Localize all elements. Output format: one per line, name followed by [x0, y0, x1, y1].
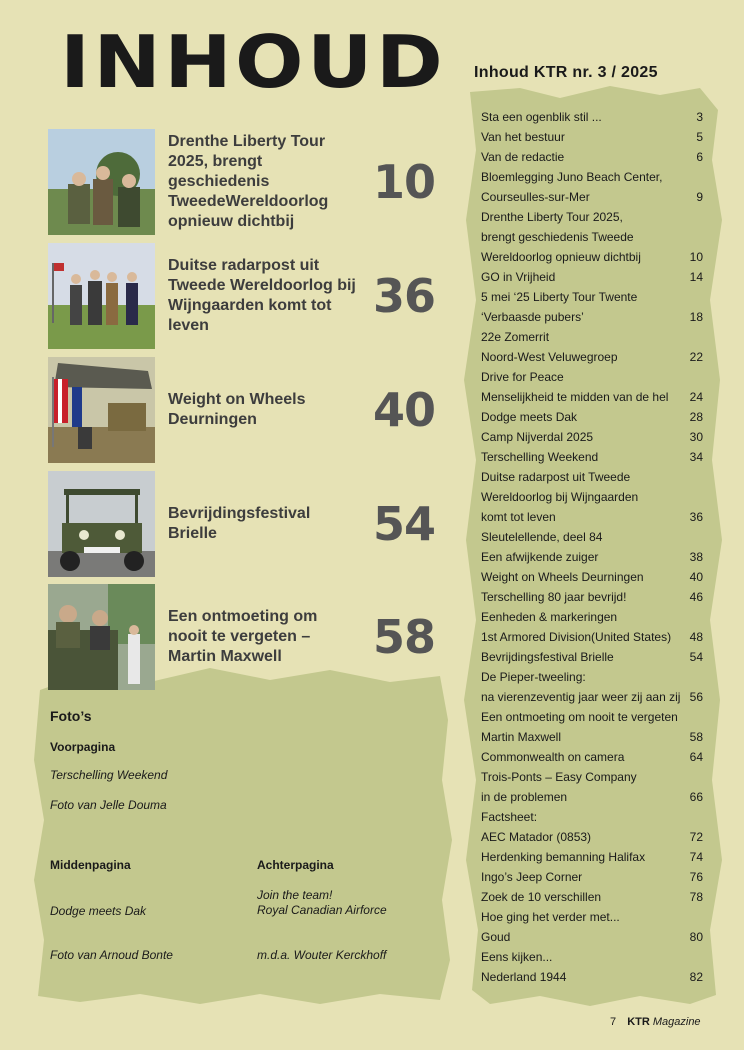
toc-item-page: 14 — [689, 270, 703, 284]
toc-item-title: Bloemlegging Juno Beach Center, — [481, 170, 663, 184]
toc-item[interactable] — [481, 187, 703, 207]
middle-page-heading: Middenpagina — [50, 858, 131, 872]
toc-item-title: 1st Armored Division(United States) — [481, 630, 672, 644]
toc-item-title: in de problemen — [481, 790, 568, 804]
toc-item-title: Martin Maxwell — [481, 730, 562, 744]
toc-item-page: 64 — [689, 750, 703, 764]
toc-item-title: Drive for Peace — [481, 370, 564, 384]
toc-item-page: 78 — [689, 890, 703, 904]
toc-item-page: 5 — [696, 130, 703, 144]
toc-item-title: Sta een ogenblik stil ... — [481, 110, 602, 124]
feature-page-number: 40 — [372, 383, 435, 437]
toc-item-title: Zoek de 10 verschillen — [481, 890, 602, 904]
toc-item-page — [687, 947, 703, 967]
issue-title: Inhoud KTR nr. 3 / 2025 — [474, 64, 658, 81]
toc-item-title: brengt geschiedenis Tweede — [481, 230, 634, 244]
toc-item[interactable] — [481, 327, 703, 347]
toc-item-page — [687, 227, 703, 247]
toc-item-page: 30 — [689, 430, 703, 444]
toc-item-page: 48 — [689, 630, 703, 644]
middle-page-photographer: Foto van Arnoud Bonte — [50, 948, 173, 962]
footer-brand: KTR — [627, 1016, 650, 1028]
camp-photo — [48, 357, 155, 463]
footer-page-number: 7 — [610, 1016, 617, 1028]
toc-item[interactable] — [481, 547, 703, 567]
feature-page-number: 36 — [372, 269, 435, 323]
convoy-photo — [48, 584, 155, 690]
toc-item[interactable] — [481, 827, 703, 847]
feature-item[interactable] — [48, 471, 448, 577]
toc-item[interactable] — [481, 227, 703, 247]
ceremony-photo — [48, 243, 155, 349]
front-page-heading: Voorpagina — [50, 740, 116, 754]
toc-item-title: Menselijkheid te midden van de hel — [481, 390, 669, 404]
front-page-caption: Terschelling Weekend — [50, 768, 168, 782]
toc-item[interactable] — [481, 727, 703, 747]
toc-item[interactable] — [481, 387, 703, 407]
toc-item[interactable] — [481, 467, 703, 487]
feature-item[interactable] — [48, 129, 448, 235]
toc-item-page: 6 — [696, 150, 703, 164]
toc-item[interactable] — [481, 487, 703, 507]
toc-item-page: 24 — [689, 390, 703, 404]
toc-item-page: 9 — [696, 190, 703, 204]
toc-item-title: Wereldoorlog bij Wijngaarden — [481, 490, 639, 504]
toc-item[interactable] — [481, 807, 703, 827]
toc-item[interactable] — [481, 287, 703, 307]
page-title: INHOUD — [60, 20, 447, 104]
toc-item-page: 3 — [696, 110, 703, 124]
toc-item[interactable] — [481, 527, 703, 547]
toc-item-title: Duitse radarpost uit Tweede — [481, 470, 631, 484]
toc-item-title: Bevrijdingsfestival Brielle — [481, 650, 614, 664]
toc-item-title: AEC Matador (0853) — [481, 830, 592, 844]
toc-item-title: Een ontmoeting om nooit te vergeten — [481, 710, 678, 724]
toc-item[interactable] — [481, 247, 703, 267]
front-page-photographer: Foto van Jelle Douma — [50, 798, 167, 812]
toc-item[interactable] — [481, 127, 703, 147]
toc-item-page — [687, 467, 703, 487]
toc-item-page — [687, 767, 703, 787]
toc-item-page: 82 — [689, 970, 703, 984]
toc-item[interactable] — [481, 347, 703, 367]
toc-item-page — [687, 907, 703, 927]
toc-item[interactable] — [481, 667, 703, 687]
toc-item-page: 80 — [689, 930, 703, 944]
toc-item-page — [687, 707, 703, 727]
toc-item-page: 46 — [689, 590, 703, 604]
toc-item-page: 18 — [689, 310, 703, 324]
toc-item-title: Terschelling Weekend — [481, 450, 599, 464]
toc-item-title: komt tot leven — [481, 510, 556, 524]
toc-item[interactable] — [481, 747, 703, 767]
toc-item-page: 56 — [689, 690, 703, 704]
toc-item-page: 58 — [689, 730, 703, 744]
toc-item[interactable] — [481, 427, 703, 447]
toc-item-page — [687, 527, 703, 547]
toc-item-page: 54 — [689, 650, 703, 664]
feature-headline: Een ontmoeting om nooit te vergeten – Martin Maxwell — [168, 608, 318, 665]
toc-item[interactable] — [481, 907, 703, 927]
toc-item-title: Camp Nijverdal 2025 — [481, 430, 594, 444]
toc-item-page: 76 — [689, 870, 703, 884]
toc-item-page: 10 — [689, 250, 703, 264]
toc-item[interactable] — [481, 647, 703, 667]
toc-item[interactable] — [481, 847, 703, 867]
toc-item-title: Sleutelellende, deel 84 — [481, 530, 603, 544]
feature-headline: Duitse radarpost uit Tweede Wereldoorlog bij Wijngaarden komt tot leven — [168, 257, 356, 334]
toc-item[interactable] — [481, 407, 703, 427]
toc-item-title: Courseulles-sur-Mer — [481, 190, 590, 204]
toc-item[interactable] — [481, 367, 703, 387]
toc-item-page: 74 — [689, 850, 703, 864]
toc-item-page: 22 — [689, 350, 703, 364]
feature-headline: Drenthe Liberty Tour 2025, brengt geschiedenis TweedeWereldoorlog opnieuw dichtbij — [168, 133, 329, 230]
toc-item[interactable] — [481, 887, 703, 907]
toc-item-page — [687, 807, 703, 827]
toc-item-title: Weight on Wheels Deurningen — [481, 570, 644, 584]
toc-item-title: Ingo’s Jeep Corner — [481, 870, 583, 884]
toc-item-page — [687, 607, 703, 627]
toc-item-title: ‘Verbaasde pubers’ — [481, 310, 584, 324]
toc-item[interactable] — [481, 207, 703, 227]
toc-item-title: Nederland 1944 — [481, 970, 567, 984]
toc-item[interactable] — [481, 507, 703, 527]
toc-item-title: Noord-West Veluwegroep — [481, 350, 618, 364]
toc-item[interactable] — [481, 767, 703, 787]
toc-item-title: GO in Vrijheid — [481, 270, 556, 284]
middle-page-caption: Dodge meets Dak — [50, 904, 147, 918]
toc-item-page: 40 — [689, 570, 703, 584]
toc-item[interactable] — [481, 587, 703, 607]
credits-title: Foto’s — [50, 708, 92, 724]
toc-item-page — [687, 367, 703, 387]
toc-item-page — [687, 327, 703, 347]
feature-headline: Weight on Wheels Deurningen — [168, 391, 306, 428]
feature-headline: Bevrijdingsfestival Brielle — [168, 505, 311, 542]
toc-item[interactable] — [481, 307, 703, 327]
toc-item-title: Commonwealth on camera — [481, 750, 625, 764]
toc-item[interactable] — [481, 787, 703, 807]
toc-item-title: na vierenzeventig jaar weer zij aan zij — [481, 690, 681, 704]
toc-item-title: Van de redactie — [481, 150, 565, 164]
toc-item-title: 22e Zomerrit — [481, 330, 550, 344]
toc-item-page: 38 — [689, 550, 703, 564]
toc-item-title: Factsheet: — [481, 810, 538, 824]
toc-item-title: Goud — [481, 930, 511, 944]
toc-item-page: 34 — [689, 450, 703, 464]
feature-page-number: 58 — [372, 610, 435, 664]
back-page-caption-2: Royal Canadian Airforce — [257, 903, 387, 917]
toc-item-title: Hoe ging het verder met... — [481, 910, 620, 924]
toc-item[interactable] — [481, 147, 703, 167]
toc-item[interactable] — [481, 607, 703, 627]
toc-item[interactable] — [481, 167, 703, 187]
toc-item-title: Eenheden & markeringen — [481, 610, 618, 624]
feature-item[interactable] — [48, 357, 448, 463]
back-page-photographer: m.d.a. Wouter Kerckhoff — [257, 948, 387, 962]
toc-item[interactable] — [481, 567, 703, 587]
toc-item-page — [687, 487, 703, 507]
feature-page-number: 10 — [372, 155, 435, 209]
feature-item[interactable] — [48, 243, 448, 349]
photo-credits — [50, 700, 450, 1000]
toc-item-page: 36 — [689, 510, 703, 524]
toc-item[interactable] — [481, 267, 703, 287]
toc-item-title: De Pieper-tweeling: — [481, 670, 586, 684]
toc-item-page: 28 — [689, 410, 703, 424]
toc-item-title: Dodge meets Dak — [481, 410, 578, 424]
toc-item[interactable] — [481, 447, 703, 467]
back-page-caption-1: Join the team! — [257, 888, 333, 902]
veterans-photo — [48, 129, 155, 235]
toc-item-page — [687, 167, 703, 187]
toc-item-title: Herdenking bemanning Halifax — [481, 850, 646, 864]
feature-item[interactable] — [48, 584, 448, 690]
page-footer — [610, 1016, 701, 1028]
toc-item-title: Terschelling 80 jaar bevrijd! — [481, 590, 627, 604]
toc-item[interactable] — [481, 707, 703, 727]
feature-page-number: 54 — [372, 497, 435, 551]
table-of-contents — [481, 107, 703, 987]
toc-item[interactable] — [481, 867, 703, 887]
toc-item-title: Een afwijkende zuiger — [481, 550, 599, 564]
toc-item-page — [687, 287, 703, 307]
back-page-heading: Achterpagina — [257, 858, 334, 872]
toc-item[interactable] — [481, 627, 703, 647]
toc-item-title: Wereldoorlog opnieuw dichtbij — [481, 250, 641, 264]
toc-item-page: 66 — [689, 790, 703, 804]
toc-item[interactable] — [481, 107, 703, 127]
toc-item[interactable] — [481, 687, 703, 707]
toc-item-title: Eens kijken... — [481, 950, 553, 964]
toc-item-page: 72 — [689, 830, 703, 844]
toc-item-title: Drenthe Liberty Tour 2025, — [481, 210, 623, 224]
toc-item-title: 5 mei ‘25 Liberty Tour Twente — [481, 290, 638, 304]
toc-item[interactable] — [481, 967, 703, 987]
toc-item[interactable] — [481, 927, 703, 947]
jeep-photo — [48, 471, 155, 577]
toc-item-title: Van het bestuur — [481, 130, 565, 144]
toc-item-title: Trois-Ponts – Easy Company — [481, 770, 637, 784]
toc-item[interactable] — [481, 947, 703, 967]
footer-magazine: Magazine — [652, 1016, 701, 1028]
toc-item-page — [687, 207, 703, 227]
toc-item-page — [687, 667, 703, 687]
